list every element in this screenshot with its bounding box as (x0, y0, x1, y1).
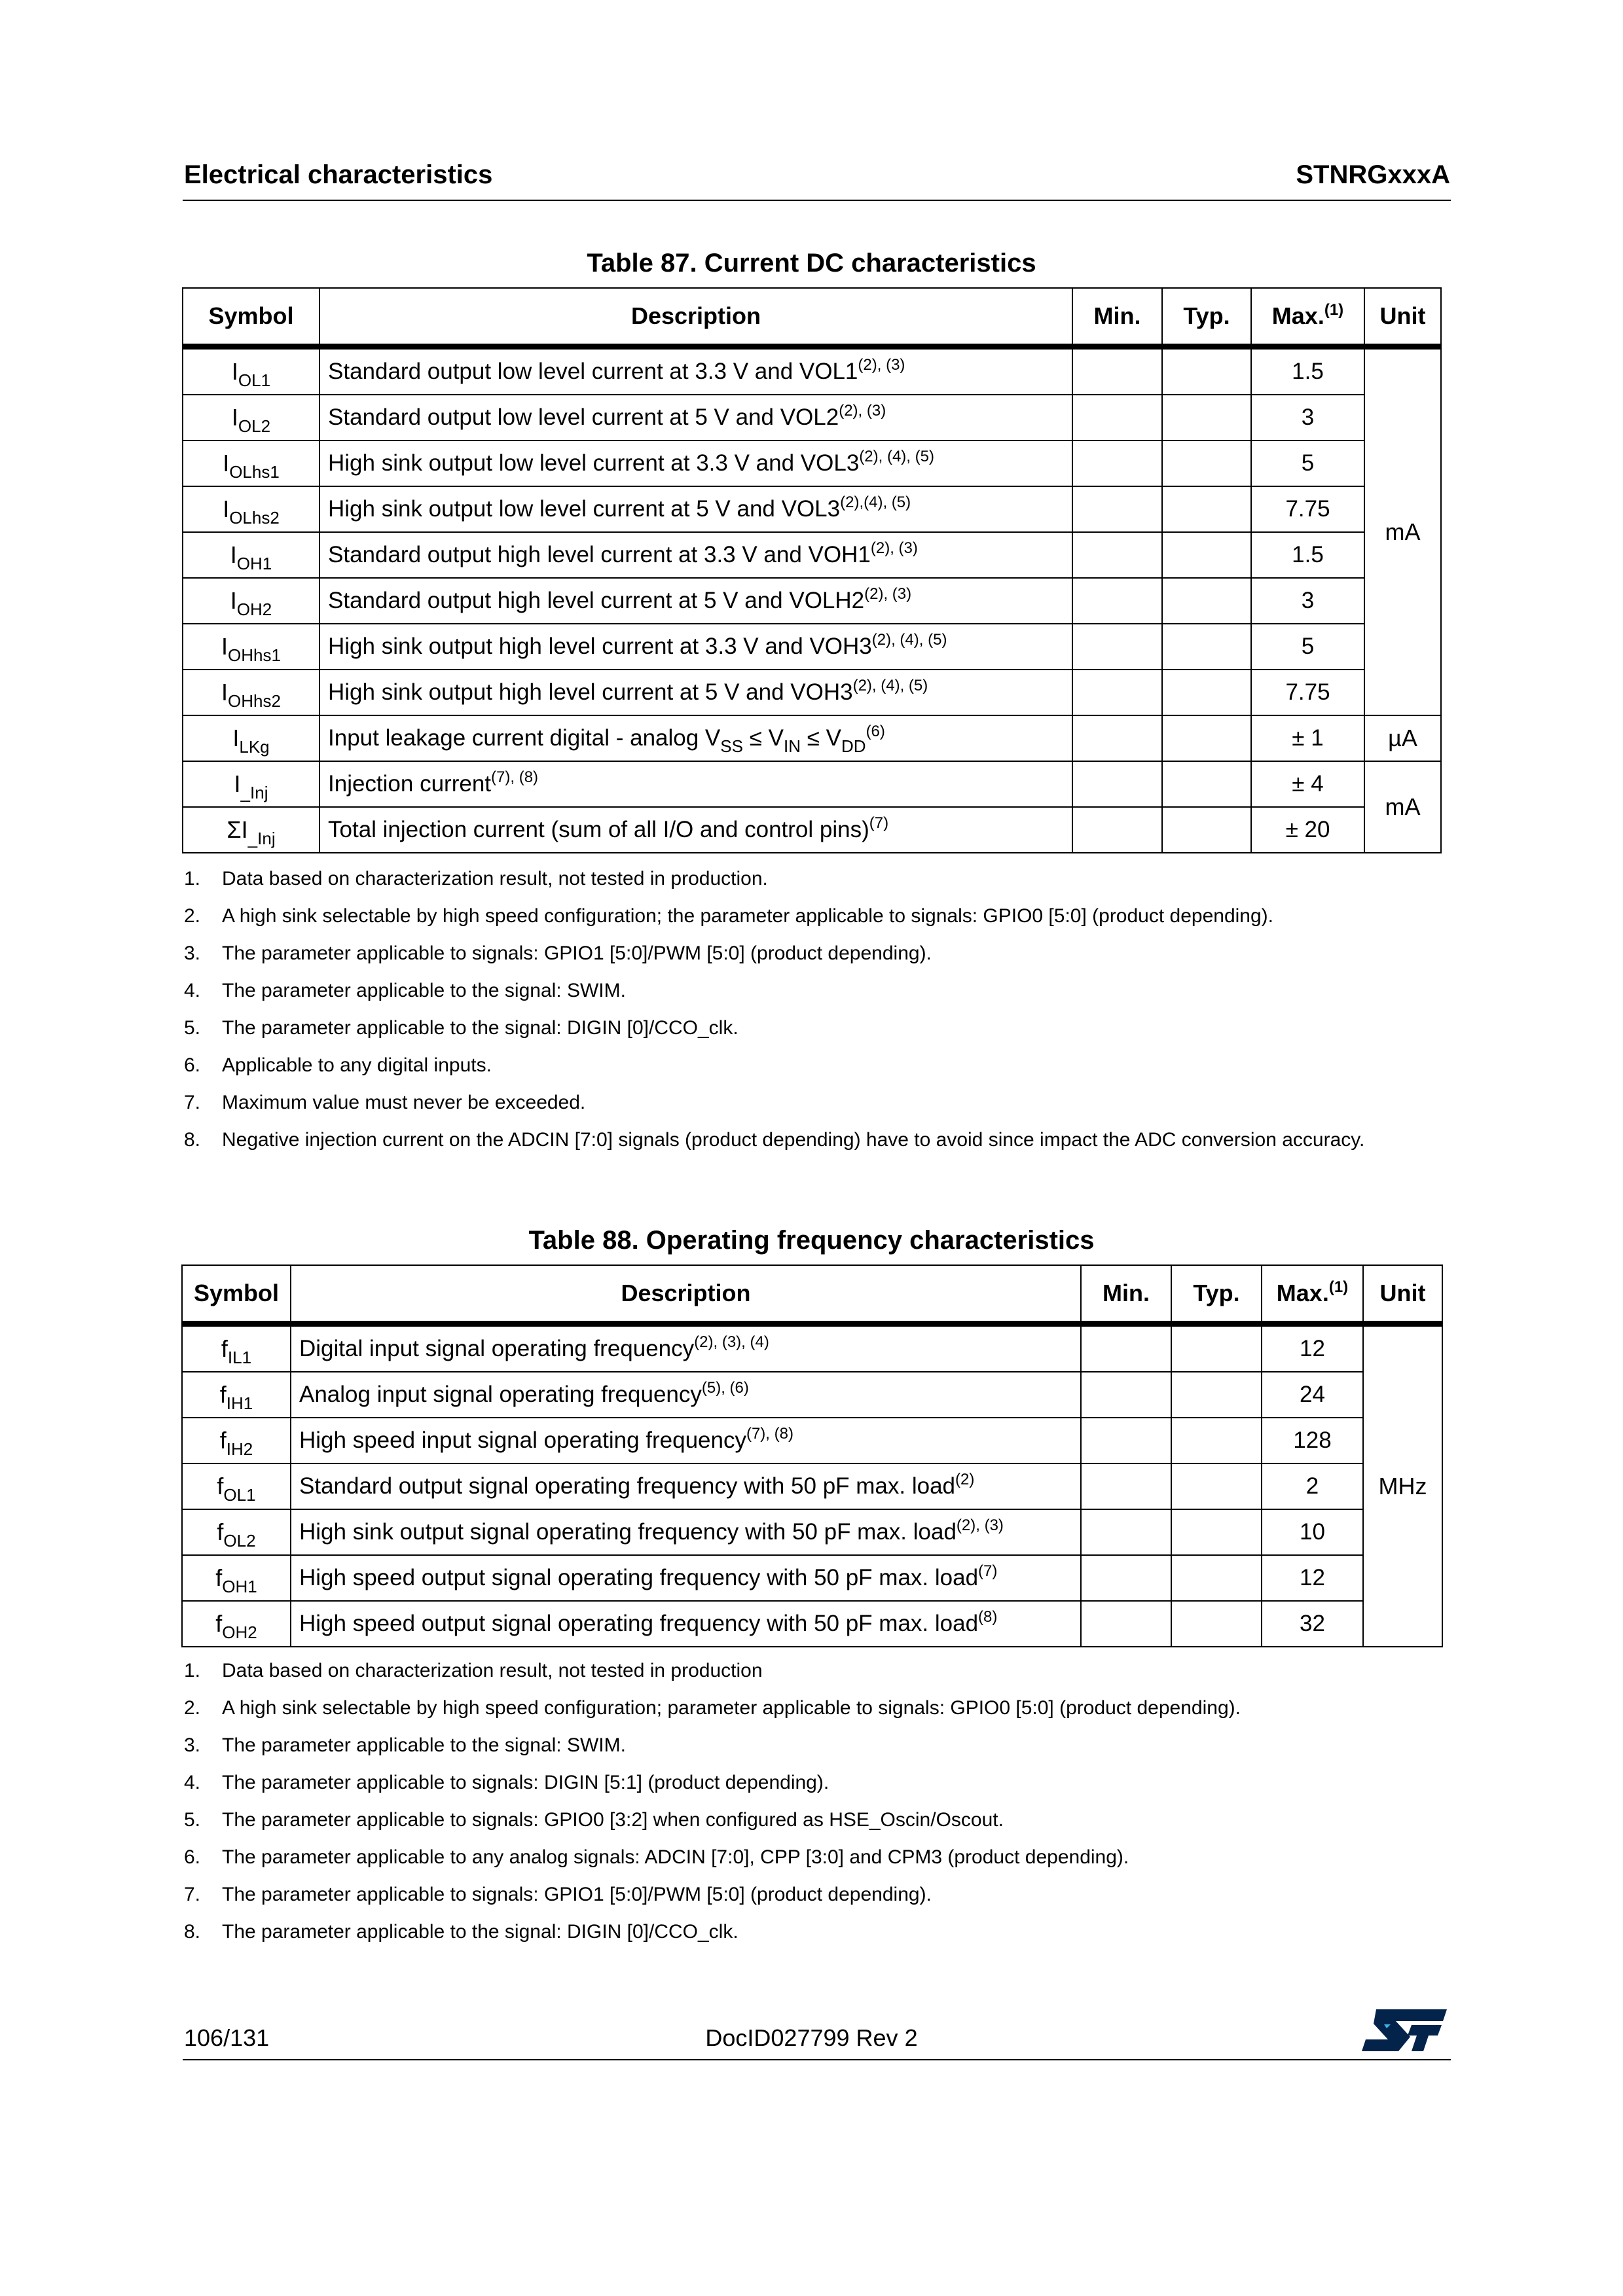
footnote-ref: (2), (3) (956, 1516, 1004, 1534)
header-divider (183, 200, 1451, 201)
min-cell (1072, 347, 1162, 395)
footnote-text: A high sink selectable by high speed configuration; the parameter applicable to signals: GPIO0 [5:0] (product depending). (222, 905, 1273, 927)
footnote-text: The parameter applicable to the signal: DIGIN [0]/CCO_clk. (222, 1921, 739, 1943)
min-cell (1072, 715, 1162, 761)
description-text: High speed input signal operating frequency (299, 1427, 746, 1453)
footnote-number: 2. (184, 1697, 201, 1719)
table-header-row (183, 288, 1441, 347)
typ-cell (1162, 440, 1251, 486)
max-cell: 1.5 (1251, 532, 1364, 578)
col-description: Description (319, 288, 1072, 347)
footnote-number: 3. (184, 942, 201, 964)
table-row (182, 1418, 1442, 1463)
col-min: Min. (1072, 288, 1162, 347)
symbol-subscript: OH2 (222, 1623, 257, 1642)
typ-cell (1162, 578, 1251, 624)
footnote-number: 1. (184, 868, 201, 889)
footnote-number: 5. (184, 1017, 201, 1039)
symbol-subscript: OH1 (222, 1577, 257, 1596)
description-text: Standard output high level current at 3.3 V and VOH1 (328, 542, 871, 567)
table-87-caption: Table 87. Current DC characteristics (587, 249, 1036, 278)
footnote-ref: (2), (3) (839, 402, 886, 420)
table-row (183, 486, 1441, 532)
symbol-base: f (217, 1518, 224, 1545)
max-cell: 3 (1251, 578, 1364, 624)
footnote-number: 7. (184, 1092, 201, 1113)
unit-cell: mA (1364, 347, 1441, 716)
footnote (184, 1017, 1454, 1039)
description-text: Standard output low level current at 3.3 V and VOL1 (328, 359, 858, 384)
table-row (182, 1555, 1442, 1601)
symbol-cell (183, 715, 319, 761)
footnote-ref: (2), (3) (858, 356, 905, 374)
col-symbol: Symbol (182, 1265, 291, 1324)
symbol-base: I (223, 450, 230, 476)
footnote (184, 1660, 1454, 1682)
description-text: Standard output low level current at 5 V and VOL2 (328, 404, 839, 430)
max-cell: 1.5 (1251, 347, 1364, 395)
description-cell (319, 670, 1072, 715)
max-cell: ± 1 (1251, 715, 1364, 761)
min-cell (1081, 1601, 1171, 1647)
min-cell (1072, 578, 1162, 624)
max-cell: 7.75 (1251, 486, 1364, 532)
symbol-base: f (217, 1473, 224, 1499)
symbol-subscript: OLhs2 (229, 508, 280, 528)
table-87-footnotes (184, 868, 1454, 1166)
typ-cell (1171, 1601, 1262, 1647)
col-unit: Unit (1363, 1265, 1442, 1324)
typ-cell (1171, 1324, 1262, 1372)
footnote (184, 1697, 1454, 1719)
footnote-ref: (2), (4), (5) (871, 631, 947, 649)
footnote-text: The parameter applicable to the signal: SWIM. (222, 980, 626, 1001)
description-text: ≤ V (742, 725, 784, 751)
description-cell (319, 578, 1072, 624)
description-cell (319, 532, 1072, 578)
col-typ: Typ. (1162, 288, 1251, 347)
table-row (183, 807, 1441, 853)
symbol-subscript: _Inj (240, 783, 268, 802)
description-subscript: DD (841, 736, 866, 756)
max-cell: ± 20 (1251, 807, 1364, 853)
typ-cell (1162, 347, 1251, 395)
description-text: Injection current (328, 771, 492, 797)
footnote-number: 6. (184, 1846, 201, 1868)
footnote-number: 2. (184, 905, 201, 927)
description-cell (291, 1509, 1081, 1555)
footnote-ref: (2), (3) (870, 539, 918, 557)
description-cell (319, 761, 1072, 807)
typ-cell (1162, 624, 1251, 670)
col-typ: Typ. (1171, 1265, 1262, 1324)
max-cell: 10 (1262, 1509, 1363, 1555)
description-cell (319, 624, 1072, 670)
symbol-cell (183, 761, 319, 807)
symbol-subscript: OL2 (223, 1531, 256, 1551)
symbol-subscript: IH2 (226, 1439, 253, 1459)
description-subscript: IN (783, 736, 801, 756)
description-text: Analog input signal operating frequency (299, 1382, 702, 1407)
part-number: STNRGxxxA (1296, 160, 1450, 189)
footnote-text: The parameter applicable to the signal: DIGIN [0]/CCO_clk. (222, 1017, 739, 1039)
description-text: ≤ V (800, 725, 841, 751)
typ-cell (1162, 395, 1251, 440)
col-description: Description (291, 1265, 1081, 1324)
symbol-subscript: OHhs1 (228, 645, 281, 665)
min-cell (1072, 486, 1162, 532)
footnote (184, 905, 1454, 927)
symbol-cell (183, 670, 319, 715)
description-cell (291, 1372, 1081, 1418)
section-title: Electrical characteristics (184, 160, 493, 189)
symbol-subscript: OH2 (236, 600, 272, 619)
footnote-ref: (7) (978, 1562, 998, 1580)
table-row (182, 1372, 1442, 1418)
table-row (183, 395, 1441, 440)
symbol-cell (182, 1555, 291, 1601)
footnote-ref: (8) (978, 1608, 998, 1626)
footer-divider (183, 2059, 1451, 2060)
col-max: Max.$^{(1)}$ (1262, 1265, 1363, 1324)
footnote-ref: (2),(4), (5) (840, 493, 911, 511)
table-row (183, 624, 1441, 670)
table-88-footnotes (184, 1660, 1454, 1958)
min-cell (1081, 1372, 1171, 1418)
max-cell: 12 (1262, 1555, 1363, 1601)
min-cell (1072, 624, 1162, 670)
footnote (184, 1846, 1454, 1869)
max-cell: 24 (1262, 1372, 1363, 1418)
symbol-cell (183, 486, 319, 532)
symbol-subscript: OL1 (223, 1485, 256, 1505)
footnote-ref: (5), (6) (701, 1379, 749, 1397)
symbol-cell (182, 1418, 291, 1463)
typ-cell (1162, 761, 1251, 807)
table-row (183, 578, 1441, 624)
footnote (184, 980, 1454, 1002)
description-text: High speed output signal operating frequency with 50 pF max. load (299, 1565, 979, 1590)
unit-cell: MHz (1363, 1324, 1442, 1647)
footnote-text: Applicable to any digital inputs. (222, 1054, 492, 1076)
symbol-subscript: OLhs1 (229, 462, 280, 482)
max-cell: 128 (1262, 1418, 1363, 1463)
table-88-operating-frequency (181, 1265, 1443, 1647)
symbol-cell (183, 624, 319, 670)
document-id: DocID027799 Rev 2 (705, 2024, 918, 2051)
symbol-base: I (234, 770, 241, 797)
max-cell: 7.75 (1251, 670, 1364, 715)
table-88-caption: Table 88. Operating frequency characteristics (528, 1226, 1095, 1255)
footnote-number: 8. (184, 1921, 201, 1943)
footnote-ref: (7), (8) (746, 1425, 793, 1443)
table-row (183, 532, 1441, 578)
symbol-base: I (231, 404, 238, 431)
typ-cell (1171, 1372, 1262, 1418)
footnote-ref: (1) (1324, 301, 1344, 319)
footnote (184, 1772, 1454, 1794)
typ-cell (1171, 1509, 1262, 1555)
description-cell (319, 715, 1072, 761)
table-row (182, 1463, 1442, 1509)
footnote-text: The parameter applicable to signals: GPIO1 [5:0]/PWM [5:0] (product depending). (222, 1884, 932, 1905)
typ-cell (1162, 670, 1251, 715)
description-cell (291, 1555, 1081, 1601)
footnote-number: 1. (184, 1660, 201, 1681)
footnote-text: The parameter applicable to signals: GPIO0 [3:2] when configured as HSE_Oscin/Oscout. (222, 1809, 1004, 1831)
footnote (184, 1054, 1454, 1077)
footnote-text: Maximum value must never be exceeded. (222, 1092, 586, 1113)
description-cell (319, 807, 1072, 853)
symbol-base: f (215, 1610, 223, 1637)
max-cell: 32 (1262, 1601, 1363, 1647)
description-text: High sink output signal operating frequency with 50 pF max. load (299, 1519, 957, 1545)
min-cell (1072, 532, 1162, 578)
description-text: Total injection current (sum of all I/O and control pins) (328, 817, 869, 842)
unit-cell: µA (1364, 715, 1441, 761)
footnote (184, 1809, 1454, 1831)
footnote-number: 4. (184, 980, 201, 1001)
symbol-cell (182, 1324, 291, 1372)
description-text: Standard output signal operating frequency with 50 pF max. load (299, 1473, 956, 1499)
footnote (184, 1921, 1454, 1943)
footnote-number: 4. (184, 1772, 201, 1793)
symbol-subscript: OH1 (236, 554, 272, 573)
footnote-text: The parameter applicable to signals: GPIO1 [5:0]/PWM [5:0] (product depending). (222, 942, 932, 964)
footnote (184, 1092, 1454, 1114)
footnote-text: Data based on characterization result, not tested in production (222, 1660, 763, 1681)
footnote-text: The parameter applicable to any analog signals: ADCIN [7:0], CPP [3:0] and CPM3 (product depending). (222, 1846, 1129, 1868)
description-text: High sink output high level current at 5 V and VOH3 (328, 679, 853, 705)
footnote-number: 5. (184, 1809, 201, 1831)
symbol-base: f (215, 1564, 223, 1591)
min-cell (1081, 1463, 1171, 1509)
st-logo-icon (1358, 2007, 1450, 2054)
symbol-cell (183, 578, 319, 624)
description-cell (291, 1463, 1081, 1509)
min-cell (1072, 807, 1162, 853)
symbol-base: I (223, 495, 230, 522)
col-min: Min. (1081, 1265, 1171, 1324)
footnote-ref: (2), (3), (4) (694, 1333, 769, 1351)
description-text: Input leakage current digital - analog V (328, 725, 721, 751)
symbol-cell (183, 807, 319, 853)
symbol-subscript: OL2 (238, 416, 271, 436)
symbol-subscript: IL1 (227, 1348, 252, 1367)
footnote-text: The parameter applicable to the signal: SWIM. (222, 1734, 626, 1756)
typ-cell (1162, 807, 1251, 853)
symbol-cell (182, 1601, 291, 1647)
min-cell (1072, 670, 1162, 715)
symbol-base: f (219, 1427, 227, 1454)
min-cell (1072, 440, 1162, 486)
table-row (182, 1601, 1442, 1647)
table-header-row (182, 1265, 1442, 1324)
description-text: Standard output high level current at 5 V and VOLH2 (328, 588, 865, 613)
symbol-base: I (230, 587, 237, 614)
min-cell (1081, 1509, 1171, 1555)
description-cell (291, 1601, 1081, 1647)
footnote-text: Negative injection current on the ADCIN [7:0] signals (product depending) have to avoid since impact the ADC conversion accuracy. (222, 1129, 1365, 1151)
footnote (184, 1734, 1454, 1757)
symbol-base: I (231, 358, 238, 385)
description-text: High sink output low level current at 3.3 V and VOL3 (328, 450, 860, 476)
symbol-subscript: OHhs2 (228, 691, 281, 711)
typ-cell (1162, 486, 1251, 532)
footnote-number: 6. (184, 1054, 201, 1076)
max-cell: ± 4 (1251, 761, 1364, 807)
description-cell (291, 1324, 1081, 1372)
footnote-text: A high sink selectable by high speed configuration; parameter applicable to signals: GPIO0 [5:0] (product depending). (222, 1697, 1241, 1719)
table-row (183, 761, 1441, 807)
footnote (184, 942, 1454, 965)
col-unit: Unit (1364, 288, 1441, 347)
symbol-cell (183, 347, 319, 395)
footnote-ref: (2), (3) (864, 585, 912, 603)
symbol-base: I (221, 633, 228, 660)
typ-cell (1171, 1555, 1262, 1601)
description-cell (291, 1418, 1081, 1463)
footnote-number: 3. (184, 1734, 201, 1756)
footnote (184, 1884, 1454, 1906)
min-cell (1081, 1324, 1171, 1372)
symbol-cell (182, 1509, 291, 1555)
max-cell: 2 (1262, 1463, 1363, 1509)
min-cell (1072, 395, 1162, 440)
symbol-base: I (230, 541, 237, 568)
table-87-current-dc (182, 287, 1442, 853)
typ-cell (1162, 532, 1251, 578)
symbol-base: I (232, 725, 240, 751)
typ-cell (1171, 1463, 1262, 1509)
min-cell (1081, 1555, 1171, 1601)
footnote-ref: (7) (869, 814, 889, 832)
col-max: Max.$^{(1)}$ (1251, 288, 1364, 347)
description-cell (319, 440, 1072, 486)
symbol-cell (183, 532, 319, 578)
footnote-ref: (2) (955, 1471, 975, 1488)
min-cell (1072, 761, 1162, 807)
symbol-subscript: _Inj (247, 829, 276, 848)
description-text: Digital input signal operating frequency (299, 1336, 695, 1361)
symbol-cell (183, 395, 319, 440)
footnote-ref: (2), (4), (5) (859, 448, 934, 465)
description-text: High sink output high level current at 3.3 V and VOH3 (328, 634, 872, 659)
description-cell (319, 486, 1072, 532)
footnote-ref: (7), (8) (491, 768, 539, 786)
max-cell: 5 (1251, 624, 1364, 670)
col-symbol: Symbol (183, 288, 319, 347)
symbol-base: f (219, 1381, 227, 1408)
symbol-cell (182, 1372, 291, 1418)
unit-cell: mA (1364, 761, 1441, 853)
description-text: High sink output low level current at 5 V and VOL3 (328, 496, 841, 522)
footnote-text: Data based on characterization result, not tested in production. (222, 868, 768, 889)
footnote-number: 8. (184, 1129, 201, 1151)
symbol-subscript: IH1 (226, 1393, 253, 1413)
table-row (183, 715, 1441, 761)
symbol-cell (183, 440, 319, 486)
description-subscript: SS (720, 736, 743, 756)
typ-cell (1162, 715, 1251, 761)
description-text: High speed output signal operating frequency with 50 pF max. load (299, 1611, 979, 1636)
symbol-subscript: LKg (239, 737, 270, 757)
table-row (183, 670, 1441, 715)
footnote-ref: (2), (4), (5) (852, 677, 928, 694)
symbol-base: ΣI (227, 816, 248, 843)
table-row (183, 440, 1441, 486)
max-cell: 5 (1251, 440, 1364, 486)
footnote (184, 1129, 1454, 1151)
description-cell (319, 395, 1072, 440)
max-cell: 12 (1262, 1324, 1363, 1372)
table-row (182, 1509, 1442, 1555)
symbol-base: I (221, 679, 228, 706)
footnote-text: The parameter applicable to signals: DIGIN [5:1] (product depending). (222, 1772, 830, 1793)
symbol-cell (182, 1463, 291, 1509)
footnote-ref: (1) (1328, 1278, 1349, 1296)
footnote-ref: (6) (866, 723, 885, 740)
table-row (183, 347, 1441, 395)
description-cell (319, 347, 1072, 395)
page-number: 106/131 (184, 2024, 270, 2051)
footnote-number: 7. (184, 1884, 201, 1905)
typ-cell (1171, 1418, 1262, 1463)
footnote (184, 868, 1454, 890)
symbol-subscript: OL1 (238, 370, 271, 390)
table-row (182, 1324, 1442, 1372)
max-cell: 3 (1251, 395, 1364, 440)
min-cell (1081, 1418, 1171, 1463)
symbol-base: f (221, 1335, 228, 1362)
